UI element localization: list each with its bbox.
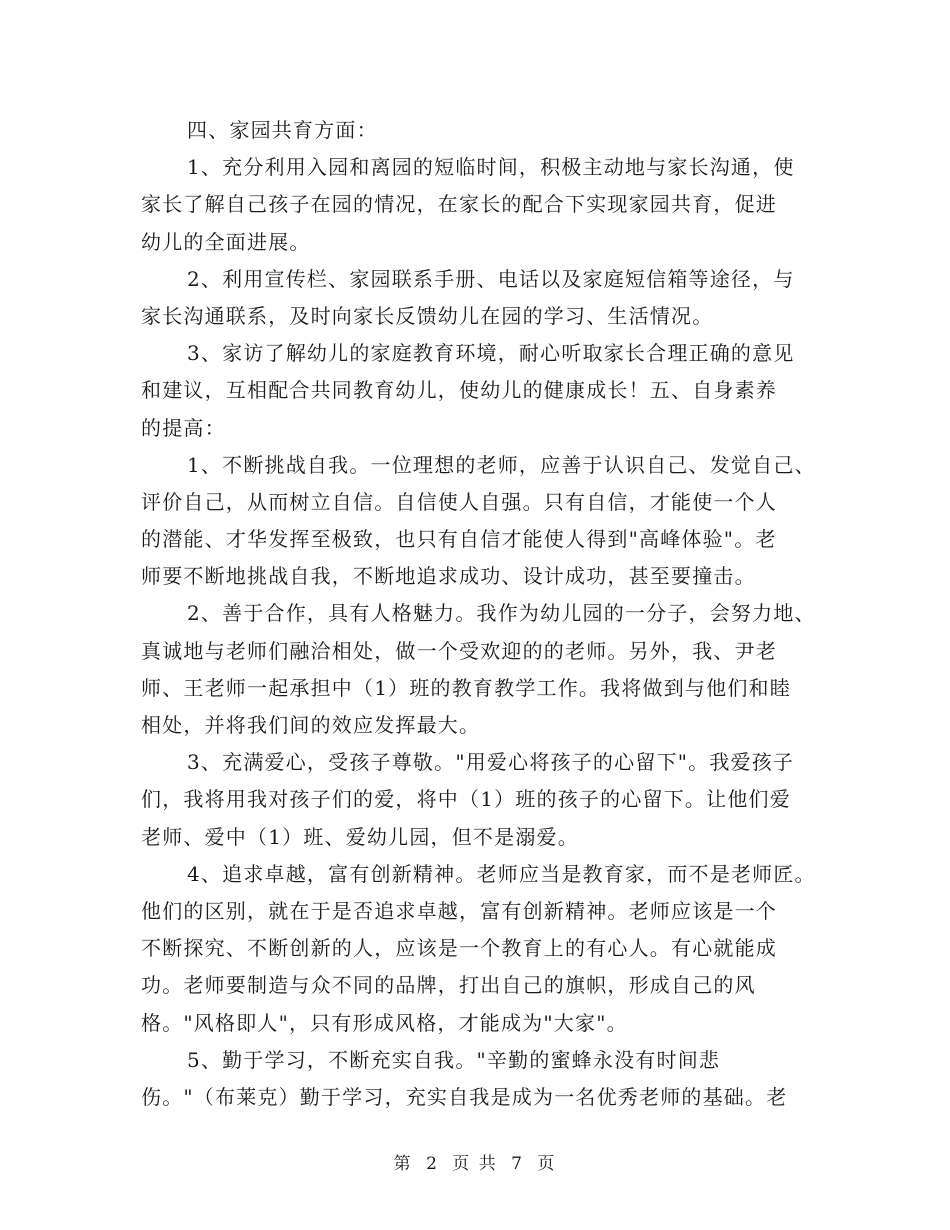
text-line: 1、充分利用入园和离园的短临时间，积极主动地与家长沟通，使 (187, 155, 795, 180)
footer-suffix: 页 (537, 1154, 557, 1174)
text-line: 评价自己，从而树立自信。自信使人自强。只有自信，才能使一个人 (141, 489, 777, 514)
text-line: 幼儿的全面进展。 (141, 229, 311, 254)
text-line: 2、利用宣传栏、家园联系手册、电话以及家庭短信箱等途径，与 (187, 266, 795, 291)
page-footer (0, 1152, 950, 1176)
text-line: 他们的区别，就在于是否追求卓越，富有创新精神。老师应该是一个 (141, 898, 777, 923)
text-line: 2、善于合作，具有人格魅力。我作为幼儿园的一分子，会努力地、 (187, 601, 816, 626)
text-line: 3、家访了解幼儿的家庭教育环境，耐心听取家长合理正确的意见 (187, 341, 795, 366)
text-line: 5、勤于学习，不断充实自我。"辛勤的蜜蜂永没有时间悲 (187, 1047, 721, 1072)
text-line: 和建议，互相配合共同教育幼儿，使幼儿的健康成长！五、自身素养 (141, 378, 777, 403)
footer-total-pages: 7 (511, 1154, 524, 1174)
text-line: 功。老师要制造与众不同的品牌，打出自己的旗帜，形成自己的风 (141, 973, 756, 998)
text-line: 真诚地与老师们融洽相处，做一个受欢迎的的老师。另外，我、尹老 (141, 638, 777, 663)
text-line: 们，我将用我对孩子们的爱，将中（1）班的孩子的心留下。让他们爱 (141, 787, 791, 812)
text-line: 3、充满爱心，受孩子尊敬。"用爱心将孩子的心留下"。我爱孩子 (187, 750, 795, 775)
footer-middle: 页 共 (452, 1154, 498, 1174)
footer-page-number: 2 (426, 1154, 439, 1174)
text-line: 格。"风格即人"，只有形成风格，才能成为"大家"。 (141, 1010, 628, 1035)
text-line: 不断探究、不断创新的人，应该是一个教育上的有心人。有心就能成 (141, 936, 777, 961)
text-line: 伤。"（布莱克）勤于学习，充实自我是成为一名优秀老师的基础。老 (141, 1084, 788, 1109)
text-line: 师、王老师一起承担中（1）班的教育教学工作。我将做到与他们和睦 (141, 675, 791, 700)
text-line: 1、不断挑战自我。一位理想的老师，应善于认识自己、发觉自己、 (187, 452, 816, 477)
footer-prefix: 第 (393, 1154, 413, 1174)
text-line: 家长沟通联系，及时向家长反馈幼儿在园的学习、生活情况。 (141, 303, 714, 328)
text-line: 老师、爱中（1）班、爱幼儿园，但不是溺爱。 (141, 824, 579, 849)
text-line: 四、家园共育方面： (187, 118, 378, 142)
text-line: 师要不断地挑战自我，不断地追求成功、设计成功，甚至要撞击。 (141, 564, 756, 589)
text-line: 的提高： (141, 415, 226, 440)
text-line: 家长了解自己孩子在园的情况，在家长的配合下实现家园共育，促进 (141, 192, 777, 217)
text-line: 的潜能、才华发挥至极致，也只有自信才能使人得到"高峰体验"。老 (141, 527, 777, 552)
document-body (141, 112, 831, 1116)
text-line: 相处，并将我们间的效应发挥最大。 (141, 713, 481, 737)
text-line: 4、追求卓越，富有创新精神。老师应当是教育家，而不是老师匠。 (187, 861, 816, 886)
